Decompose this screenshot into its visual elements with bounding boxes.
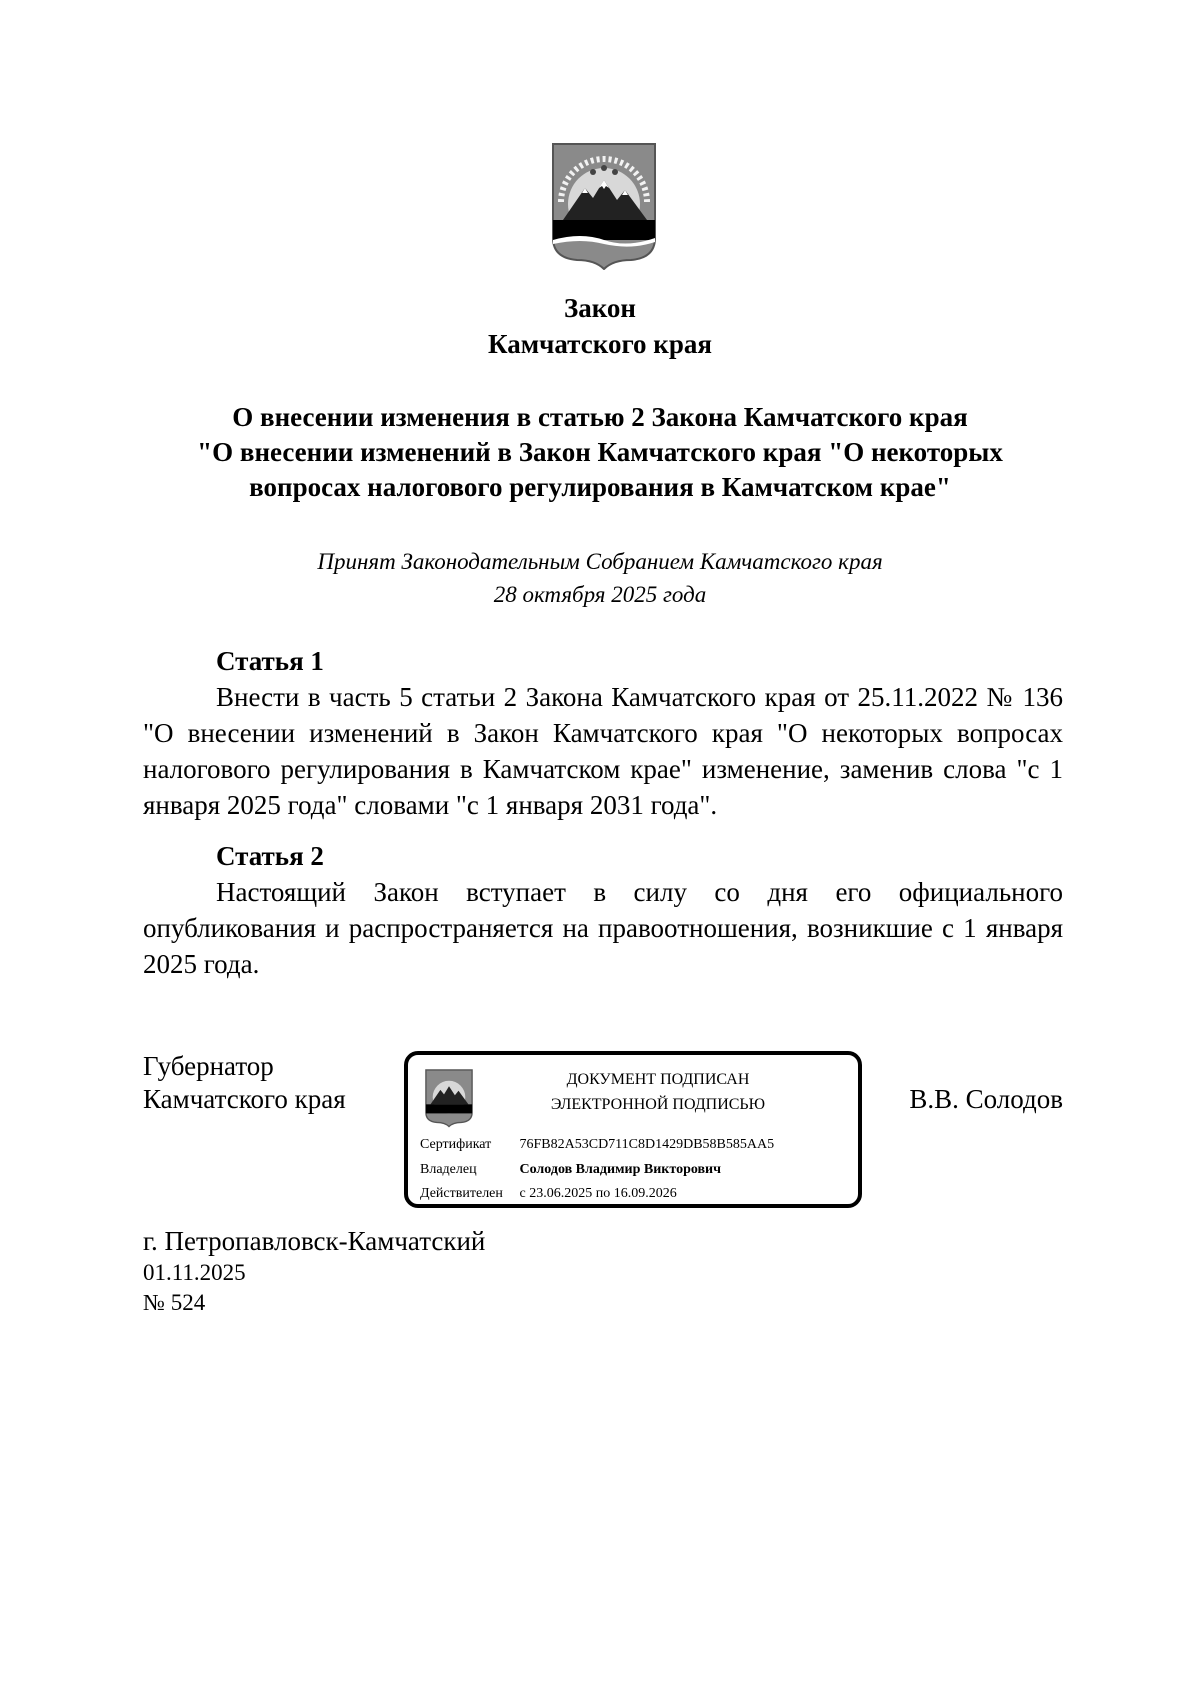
title-line-2: Камчатского края [488,329,712,359]
subject-line-1: О внесении изменения в статью 2 Закона Камчатского края [232,402,968,432]
owner-value: Солодов Владимир Викторович [519,1162,722,1177]
law-date: 01.11.2025 [143,1260,246,1285]
stamp-header-line-2: ЭЛЕКТРОННОЙ ПОДПИСЬЮ [550,1096,766,1113]
position-line-1: Губернатор [143,1051,274,1081]
article-text: Внести в часть 5 статьи 2 Закона Камчатского края от 25.11.2022 № 136 "О внесении изменений в Закон Камчатского края "О некоторых вопросах налогового регулирования в Камчатском крае" изменение, заменив слова "с 1 января 2025 года" словами "с 1 января 2031 года". [143,682,1063,820]
law-number: № 524 [143,1290,206,1315]
city: г. Петропавловск-Камчатский [143,1226,486,1256]
law-subject [150,400,1050,505]
stamp-owner-row [420,1160,721,1180]
validity-value: с 23.06.2025 по 16.09.2026 [519,1186,677,1201]
electronic-signature-stamp [404,1051,862,1208]
title-line-1: Закон [563,293,636,323]
certificate-value: 76FB82A53CD711C8D1429DB58B585AA5 [519,1137,775,1152]
kamchatka-coat-of-arms-icon [425,1068,473,1128]
subject-line-3: вопросах налогового регулирования в Камчатском крае" [249,472,951,502]
article-1 [143,643,1063,823]
kamchatka-coat-of-arms-icon [551,142,657,270]
adoption-line-1: Принят Законодательным Собранием Камчатского края [317,549,883,574]
signatory-position [143,1050,346,1116]
stamp-certificate-row [420,1135,774,1155]
validity-label: Действителен [420,1186,503,1201]
stamp-header [498,1067,818,1117]
certificate-label: Сертификат [420,1137,492,1152]
owner-label: Владелец [420,1162,477,1177]
stamp-validity-row [420,1184,677,1204]
adoption-note [150,545,1050,611]
law-title [100,290,1100,362]
article-heading: Статья 2 [216,841,324,871]
article-text: Настоящий Закон вступает в силу со дня его официального опубликования и распространяется на правоотношения, возникшие с 1 января 2025 года. [143,877,1063,979]
article-heading: Статья 1 [216,646,324,676]
subject-line-2: "О внесении изменений в Закон Камчатского края "О некоторых [197,437,1003,467]
article-2 [143,838,1063,982]
position-line-2: Камчатского края [143,1084,346,1114]
signatory-name: В.В. Солодов [909,1084,1063,1114]
stamp-header-line-1: ДОКУМЕНТ ПОДПИСАН [566,1071,750,1088]
adoption-date: 28 октября 2025 года [493,582,707,607]
